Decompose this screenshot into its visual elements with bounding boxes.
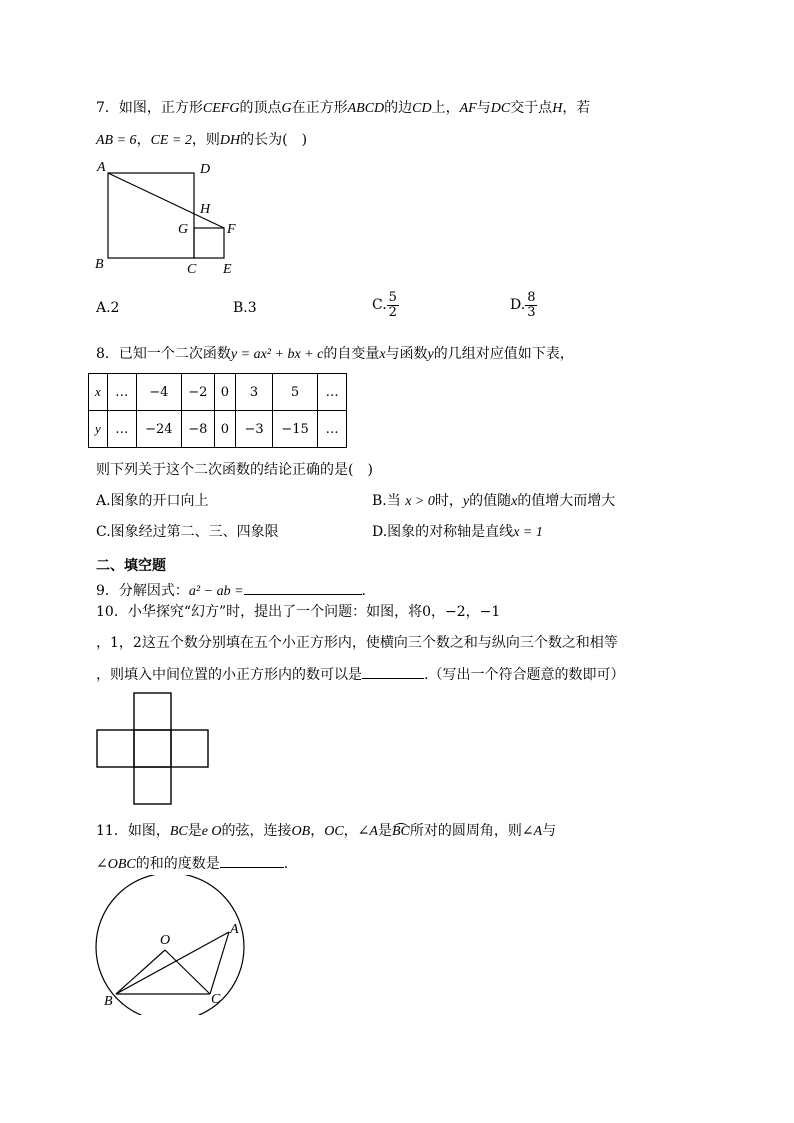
table-row-y <box>89 411 347 448</box>
cell-center <box>134 730 171 767</box>
label-c: C <box>187 262 197 277</box>
square-cefg <box>194 228 224 258</box>
cell-left <box>97 730 134 767</box>
table-cell: … <box>107 374 136 411</box>
label-b: B <box>95 257 104 272</box>
q11-line2: ∠OBC的和的度数是 . <box>96 856 289 872</box>
table-cell: −15 <box>273 411 318 448</box>
label-a: A <box>97 160 106 175</box>
cell-bottom <box>134 767 171 804</box>
table-cell: … <box>107 411 136 448</box>
label-a: A <box>230 922 239 937</box>
answer-blank[interactable] <box>220 855 284 868</box>
q7-line1: 7．如图，正方形CEFG的顶点G在正方形ABCD的边CD上，AF与DC交于点H，若 <box>96 100 591 116</box>
square-abcd <box>108 173 194 258</box>
q8-option-b: B.当 x > 0时，y的值随x的值增大而增大 <box>372 493 616 509</box>
table-cell: −24 <box>136 411 181 448</box>
table-cell: −2 <box>181 374 214 411</box>
fraction-5-2: $\frac{5}{2}$ <box>388 290 397 320</box>
label-d: D <box>200 162 211 177</box>
q11-line1: 11．如图，BC是e O的弦，连接OB，OC，∠A是BC所对的圆周角，则∠A与 <box>96 823 557 839</box>
label-e: E <box>223 262 232 277</box>
segment-ab <box>116 932 229 994</box>
table-cell: x <box>89 374 108 411</box>
answer-blank[interactable] <box>244 582 362 595</box>
answer-blank[interactable] <box>362 666 424 679</box>
table-cell: −3 <box>236 411 273 448</box>
q7-option-b: B.3 <box>233 300 257 316</box>
q10-cross-figure <box>95 692 211 806</box>
q8-option-c: C.图象经过第二、三、四象限 <box>96 524 279 540</box>
q8-option-d: D.图象的对称轴是直线x = 1 <box>372 524 543 540</box>
label-o: O <box>160 933 171 948</box>
arc-bc: BC <box>391 824 410 839</box>
label-b: B <box>104 994 113 1009</box>
table-cell: 0 <box>214 411 235 448</box>
table-cell: 0 <box>214 374 235 411</box>
q8-question: 则下列关于这个二次函数的结论正确的是( ) <box>96 462 373 478</box>
q7-option-c: C. $\frac{5}{2}$ <box>372 290 397 320</box>
table-cell: … <box>318 411 347 448</box>
q9-line: 9．分解因式：a² − ab = . <box>96 583 366 599</box>
section-title: 二、填空题 <box>96 558 166 574</box>
q11-circle-figure <box>90 875 260 1015</box>
table-cell: −4 <box>136 374 181 411</box>
q7-figure <box>90 155 250 280</box>
q8-line1: 8．已知一个二次函数y = ax² + bx + c的自变量x与函数y的几组对应值如下表， <box>96 346 574 362</box>
segment-oc <box>165 950 210 994</box>
value-table <box>88 373 347 448</box>
label-g: G <box>178 222 189 237</box>
segment-af <box>108 173 224 228</box>
cell-right <box>171 730 208 767</box>
q10-line2: ，1，2这五个数分别填在五个小正方形内，使横向三个数之和与纵向三个数之和相等 <box>96 635 618 651</box>
q8-option-a: A.图象的开口向上 <box>96 493 209 509</box>
table-cell: 3 <box>236 374 273 411</box>
segment-ob <box>116 950 165 994</box>
table-row-x <box>89 374 347 411</box>
q10-line3: ，则填入中间位置的小正方形内的数可以是 .（写出一个符合题意的数即可） <box>96 667 625 683</box>
label-c: C <box>211 992 221 1007</box>
cell-top <box>134 693 171 730</box>
table-cell: −8 <box>181 411 214 448</box>
table-cell: y <box>89 411 108 448</box>
q7-option-a: A.2 <box>96 300 120 316</box>
table-cell: 5 <box>273 374 318 411</box>
fraction-8-3: $\frac{8}{3}$ <box>527 290 536 320</box>
q7-option-d: D. $\frac{8}{3}$ <box>510 290 536 320</box>
q10-line1: 10．小华探究“幻方”时，提出了一个问题：如图，将0，−2，−1 <box>96 604 501 620</box>
label-f: F <box>227 222 236 237</box>
label-h: H <box>200 202 211 217</box>
table-cell: … <box>318 374 347 411</box>
q7-line2: AB = 6，CE = 2，则DH的长为( ) <box>96 132 308 148</box>
